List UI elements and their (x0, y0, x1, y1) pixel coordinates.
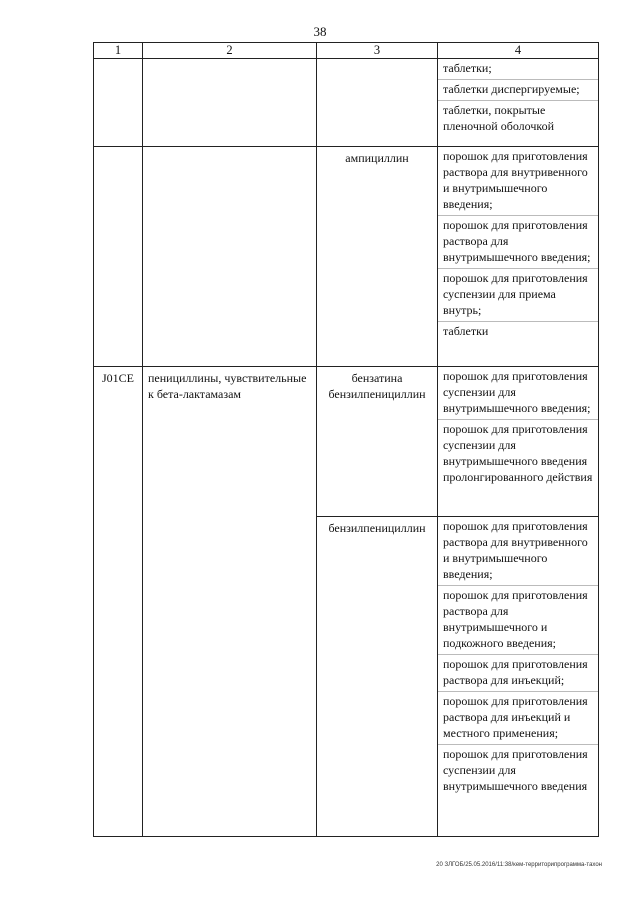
drug-group (143, 59, 317, 147)
dosage-form-item: порошок для приготовления раствора для внутримышечного введения; (438, 216, 598, 269)
header-col-3: 3 (317, 43, 438, 59)
dosage-forms (438, 367, 599, 517)
drug-table (93, 42, 599, 837)
table-row (94, 59, 599, 147)
drug-name: ампициллин (317, 147, 438, 367)
table-header-row (94, 43, 599, 59)
drug-group (143, 147, 317, 367)
header-col-2: 2 (143, 43, 317, 59)
dosage-form-item: порошок для приготовления суспензии для приема внутрь; (438, 269, 598, 322)
dosage-forms (438, 517, 599, 837)
dosage-form-item: порошок для приготовления суспензии для внутримышечного введения (443, 747, 588, 793)
drug-name (317, 59, 438, 147)
dosage-form-item: таблетки диспергируемые; (438, 80, 598, 101)
drug-name: бензилпенициллин (317, 517, 438, 837)
dosage-form-item: порошок для приготовления раствора для внутривенного и внутримышечного введения; (438, 147, 598, 216)
dosage-forms (438, 147, 599, 367)
dosage-form-item: порошок для приготовления раствора для внутривенного и внутримышечного введения; (438, 517, 598, 586)
document-footer: 20 ЗЛГОБ/25.05.2016/11:38/кем-территорипрограмма-тахон (436, 862, 602, 868)
atc-code: J01CE (94, 367, 143, 837)
dosage-form-item: порошок для приготовления раствора для инъекций; (438, 655, 598, 692)
table-row (94, 367, 599, 517)
dosage-forms (438, 59, 599, 147)
dosage-form-item: порошок для приготовления суспензии для внутримышечного введения пролонгированного действия (443, 422, 593, 484)
table-row (94, 147, 599, 367)
page-number: 38 (313, 24, 327, 39)
dosage-form-item: таблетки (443, 324, 489, 338)
atc-code (94, 59, 143, 147)
drug-name: бензатина бензилпенициллин (317, 367, 438, 517)
drug-group: пенициллины, чувствительные к бета-лактамазам (143, 367, 317, 837)
dosage-form-item: порошок для приготовления раствора для внутримышечного и подкожного введения; (438, 586, 598, 655)
dosage-form-item: порошок для приготовления суспензии для внутримышечного введения; (438, 367, 598, 420)
header-col-1: 1 (94, 43, 143, 59)
header-col-4: 4 (438, 43, 599, 59)
dosage-form-item: порошок для приготовления раствора для инъекций и местного применения; (438, 692, 598, 745)
dosage-form-item: таблетки; (438, 59, 598, 80)
dosage-form-item: таблетки, покрытые пленочной оболочкой (443, 103, 555, 133)
atc-code (94, 147, 143, 367)
